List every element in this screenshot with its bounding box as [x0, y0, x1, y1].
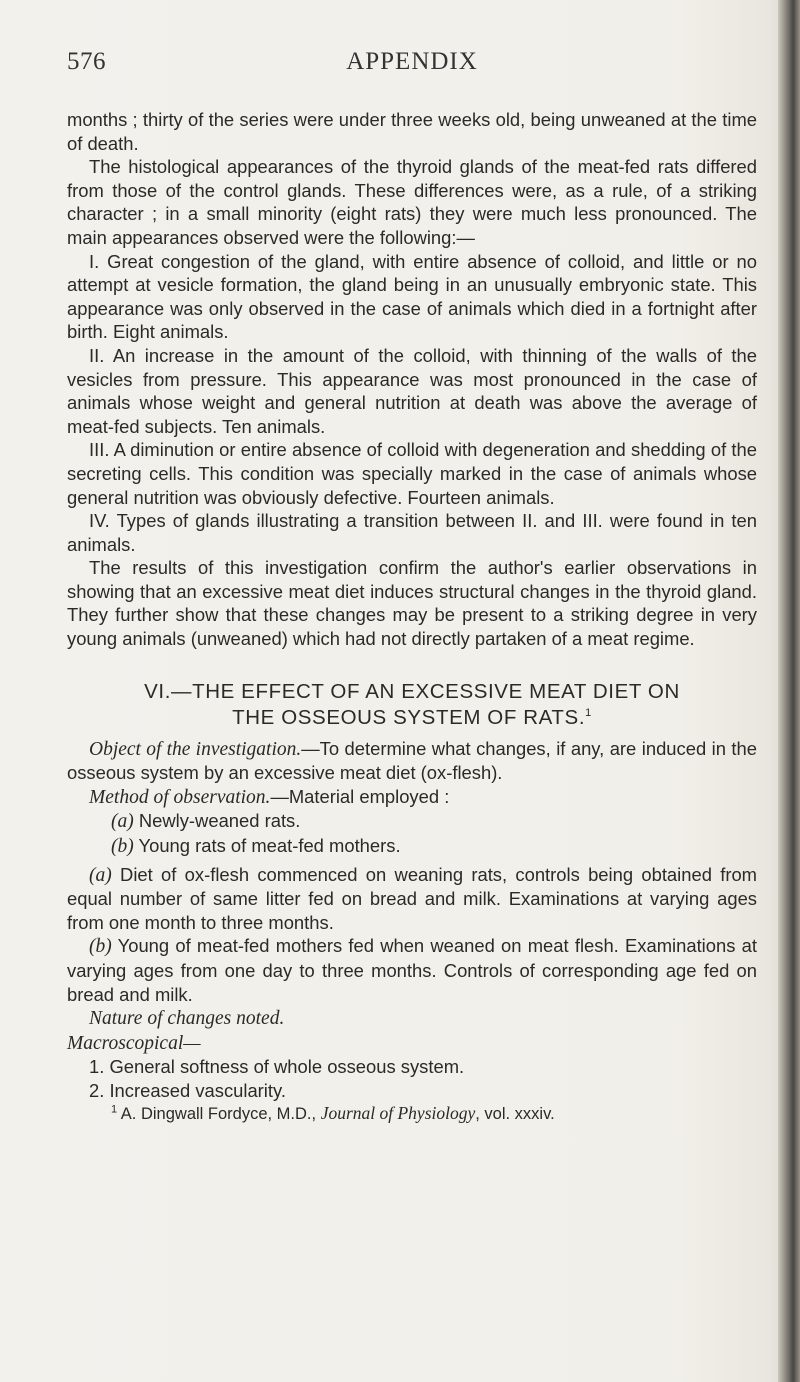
object-label: Object of the investigation. [89, 738, 302, 760]
method-label: Method of observation. [89, 786, 271, 808]
diet-paragraph-a: (a) Diet of ox-flesh commenced on weaning rats, controls being obtained from equal number of same litter fed on bread and milk. Examinations at varying ages from one month to three months. [67, 863, 757, 933]
footnote-marker: 1 [111, 1103, 118, 1116]
paragraph-finding-ii: II. An increase in the amount of the colloid, with thinning of the walls of the vesicles from pressure. This appearance was most pronounced in the case of animals whose weight and general nutrition at death was above the average of meat-fed subjects. Ten animals. [67, 344, 757, 437]
section-heading-line: THE OSSEOUS SYSTEM OF RATS.$^1$ [232, 705, 592, 729]
method-paragraph: Method of observation.—Material employed : [89, 785, 450, 808]
section-heading-line: VI.—THE EFFECT OF AN EXCESSIVE MEAT DIET ON [144, 679, 680, 703]
diet-paragraph-b: (b) Young of meat-fed mothers fed when weaned on meat flesh. Examinations at varying ages from one day to three months. Controls of corresponding age fed on bread and milk. [67, 935, 757, 1005]
macro-heading: Macroscopical— [67, 1032, 201, 1054]
paragraph-finding-iv: IV. Types of glands illustrating a transition between II. and III. were found in ten animals. [67, 510, 757, 555]
material-item-b: (b) Young rats of meat-fed mothers. [111, 835, 401, 858]
running-title: APPENDIX [346, 48, 478, 75]
running-header [67, 48, 757, 88]
page-edge-shadow [778, 0, 800, 1382]
paragraph-conclusion: The results of this investigation confirm the author's earlier observations in showing that an excessive meat diet induces structural changes in the thyroid gland. They further show that these changes may be present to a striking degree in very young animals (unweaned) which had not directly partaken of a meat regime. [67, 557, 757, 650]
paragraph-finding-iii: III. A diminution or entire absence of colloid with degeneration and shedding of the secreting cells. This condition was specially marked in the case of animals whose general nutrition was obviously defective. Fourteen animals. [67, 439, 757, 508]
footnote-reference: 1 [585, 706, 592, 719]
paragraph: The histological appearances of the thyroid glands of the meat-fed rats differed from those of the control glands. These differences were, as a rule, of a striking character ; in a small minority (eight rats) they were much less pronounced. The main appearances observed were the following:— [67, 156, 757, 248]
list-item: 2. Increased vascularity. [89, 1079, 286, 1101]
journal-title: Journal of Physiology [320, 1102, 476, 1123]
material-item-a: (a) Newly-weaned rats. [111, 810, 301, 833]
object-paragraph: Object of the investigation.—To determine what changes, if any, are induced in the osseous system by an excessive meat diet (ox-flesh). [67, 737, 757, 784]
list-item: 1. General softness of whole osseous system. [89, 1056, 465, 1078]
paragraph-finding-i: I. Great congestion of the gland, with entire absence of colloid, and little or no attempt at vesicle formation, the gland being in an unusually embryonic state. This appearance was only observed in the case of animals which died in a fortnight after birth. Eight animals. [67, 250, 757, 343]
footnote: $^1$ A. Dingwall Fordyce, M.D., Journal of Physiology, vol. xxxiv. [111, 1102, 555, 1123]
page-body [67, 108, 757, 1125]
paragraph: months ; thirty of the series were under three weeks old, being unweaned at the time of death. [67, 109, 757, 154]
section-heading [67, 679, 757, 731]
nature-heading: Nature of changes noted. [89, 1008, 285, 1030]
page-number: 576 [67, 48, 106, 75]
